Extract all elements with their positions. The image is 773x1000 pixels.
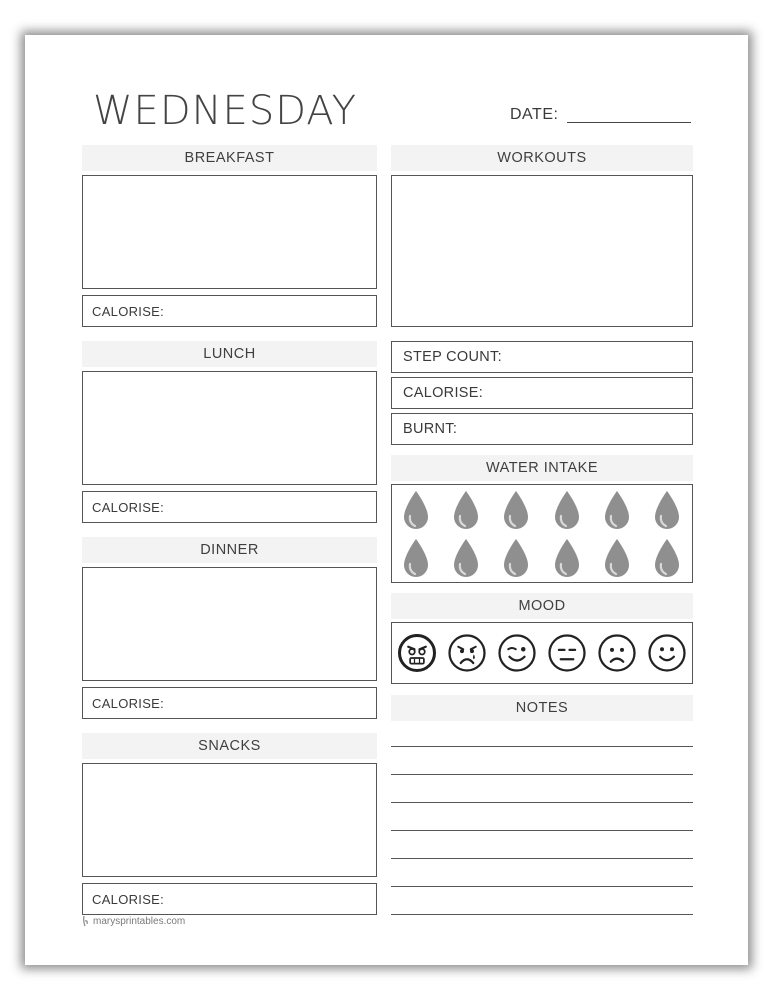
- snacks-header: SNACKS: [82, 733, 377, 759]
- lunch-calories-field[interactable]: [82, 491, 377, 523]
- water-drop-icon[interactable]: [552, 537, 582, 579]
- dinner-calories-label: CALORISE:: [92, 695, 165, 711]
- notes-header: NOTES: [391, 695, 693, 721]
- water-drop-icon[interactable]: [451, 489, 481, 531]
- water-drop-icon[interactable]: [501, 489, 531, 531]
- water-drop-icon[interactable]: [501, 537, 531, 579]
- lunch-header: LUNCH: [82, 341, 377, 367]
- water-intake-box: [391, 484, 693, 583]
- notes-area: [391, 720, 693, 920]
- date-line[interactable]: [567, 122, 691, 123]
- winking-face-icon[interactable]: [497, 633, 537, 673]
- mood-box: [391, 622, 693, 684]
- workout-calories-field[interactable]: [391, 377, 693, 409]
- snacks-calories-field[interactable]: [82, 883, 377, 915]
- step-count-field[interactable]: [391, 341, 693, 373]
- angry-face-icon[interactable]: [397, 633, 437, 673]
- dinner-box[interactable]: [82, 567, 377, 681]
- breakfast-calories-field[interactable]: [82, 295, 377, 327]
- neutral-face-icon[interactable]: [547, 633, 587, 673]
- workouts-box[interactable]: [391, 175, 693, 327]
- water-drop-icon[interactable]: [401, 537, 431, 579]
- burnt-label: BURNT:: [403, 421, 458, 437]
- mood-header: MOOD: [391, 593, 693, 619]
- water-drop-icon[interactable]: [602, 537, 632, 579]
- crying-face-icon[interactable]: [447, 633, 487, 673]
- page-title: WEDNESDAY: [93, 88, 357, 134]
- water-drop-icon[interactable]: [602, 489, 632, 531]
- footer-text: marysprintables.com: [93, 915, 186, 927]
- breakfast-calories-label: CALORISE:: [92, 303, 165, 319]
- lunch-box[interactable]: [82, 371, 377, 485]
- notes-line[interactable]: [391, 914, 693, 915]
- breakfast-header: BREAKFAST: [82, 145, 377, 171]
- water-drop-icon[interactable]: [652, 489, 682, 531]
- brand-mark-icon: [82, 915, 90, 927]
- notes-line[interactable]: [391, 830, 693, 831]
- water-drop-icon[interactable]: [451, 537, 481, 579]
- step-count-label: STEP COUNT:: [403, 349, 502, 365]
- workouts-header: WORKOUTS: [391, 145, 693, 171]
- water-intake-header: WATER INTAKE: [391, 455, 693, 481]
- dinner-calories-field[interactable]: [82, 687, 377, 719]
- notes-line[interactable]: [391, 774, 693, 775]
- water-drop-icon[interactable]: [401, 489, 431, 531]
- dinner-header: DINNER: [82, 537, 377, 563]
- sad-face-icon[interactable]: [597, 633, 637, 673]
- notes-line[interactable]: [391, 746, 693, 747]
- water-drop-icon[interactable]: [652, 537, 682, 579]
- snacks-box[interactable]: [82, 763, 377, 877]
- workout-calories-label: CALORISE:: [403, 385, 484, 401]
- notes-line[interactable]: [391, 802, 693, 803]
- snacks-calories-label: CALORISE:: [92, 891, 165, 907]
- smiling-face-icon[interactable]: [647, 633, 687, 673]
- breakfast-box[interactable]: [82, 175, 377, 289]
- notes-line[interactable]: [391, 886, 693, 887]
- date-label: DATE:: [510, 106, 559, 123]
- burnt-field[interactable]: [391, 413, 693, 445]
- water-drop-icon[interactable]: [552, 489, 582, 531]
- lunch-calories-label: CALORISE:: [92, 499, 165, 515]
- footer: [82, 915, 185, 927]
- notes-line[interactable]: [391, 858, 693, 859]
